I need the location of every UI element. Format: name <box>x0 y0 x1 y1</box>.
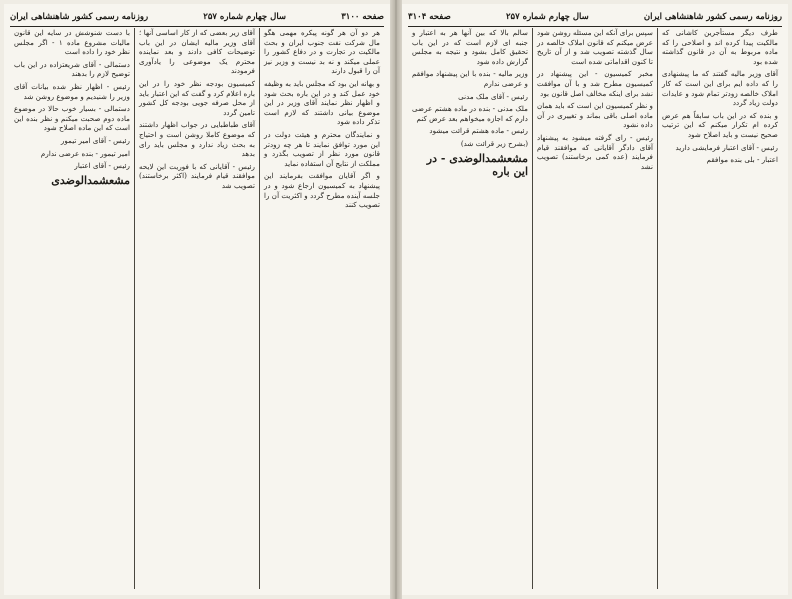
right-page-columns <box>408 28 782 589</box>
right-page <box>402 4 788 595</box>
paper-title: روزنامه رسمی کشور شاهنشاهی ایران <box>643 12 782 22</box>
paper-title: روزنامه رسمی کشور شاهنشاهی ایران <box>10 12 149 22</box>
paragraph: آقای طباطبایی در جواب اظهار داشتند که موضوع کاملا روشن است و احتیاج به بحث زیاد ندارد و مجلس باید رای بدهد <box>139 120 255 159</box>
paragraph: و بنده که در این باب سابقاً هم عرض کرده ام تکرار میکنم که این ترتیب صحیح نیست و باید اصلاح شود <box>662 110 778 139</box>
paragraph: آقای زیر بعضی که از کار اساسی آنها ؛ آقای وزیر مالیه ایشان در این باب توضیحات کافی دادند و بعد نماینده محترم یک موضوعی را یادآوری فرمودند <box>139 28 255 76</box>
right-page-header <box>408 10 782 27</box>
paragraph: و نمایندگان محترم و هیئت دولت در این مورد توافق نمایند تا هر چه زودتر قانون مورد نظر از تصویب بگذرد و مملکت از نتایج آن استفاده نماید <box>264 129 380 168</box>
speaker-line: ملک مدنی - بنده در ماده هشتم عرضی دارم که اجازه میخواهم بعد عرض کنم <box>412 104 528 123</box>
speaker-line: رئیس - آقای ملک مدنی <box>458 91 528 101</box>
page-number: صفحه ۳۱۰۰ <box>341 12 384 22</box>
paragraph: کمیسیون بودجه نظر خود را در این باره اعلام کرد و گفت که این اعتبار باید از محل صرفه جویی بودجه کل کشور تامین گردد <box>139 78 255 117</box>
paragraph: طرف دیگر مستأجرین کاشانی که مالکیت پیدا کرده اند و اصلاحی را که ماده مربوط به آن در قانون گذاشته شده بود <box>662 28 778 66</box>
text-column-left <box>10 28 135 589</box>
paragraph: دستمالی - آقای شریعتزاده در این باب توضیح لازم را بدهند <box>14 59 130 79</box>
paragraph: سپس برای آنکه این مسئله روشن شود عرض میکنم که قانون املاک خالصه در سال گذشته تصویب شد و از آن تاریخ تا کنون اقداماتی شده است <box>537 28 653 66</box>
text-column-middle <box>135 28 260 589</box>
speaker-line: اعتبار - بلی بنده موافقم <box>706 155 778 165</box>
text-column-right <box>658 28 782 589</box>
paragraph: و اگر آقایان موافقت بفرمایند این پیشنهاد به کمیسیون ارجاع شود و در جلسه آینده مطرح گردد و اکثریت آن را تصویب کنند <box>264 171 380 210</box>
page-number: صفحه ۳۱۰۴ <box>408 12 451 22</box>
speaker-line: (بشرح زیر قرائت شد) <box>460 138 528 148</box>
paragraph: و نظر کمیسیون این است که باید همان ماده اصلی باقی بماند و تغییری در آن داده نشود <box>537 101 653 130</box>
paragraph: با دست شنوشش در سایه این قانون مالیات مشروع ماده ۱ - اگر مجلس نظر خود را داده است <box>14 28 130 57</box>
bold-signature: مشعشمدالوضدی - در این باره <box>426 151 528 178</box>
left-page-header <box>10 10 384 27</box>
left-page <box>4 4 390 595</box>
issue-label: سال چهارم شماره ۲۵۷ <box>203 12 287 22</box>
paragraph: هر دو آن هر گونه پیکره مهمی هگو مال شرکت نفت جنوب ایران و بحث مالکیت در تجارت و در دفاع کشور را عملی میکند و نه بد نیست و وزیر نیز آن را قبول دارند <box>264 28 380 76</box>
speaker-line: وزیر مالیه - بنده با این پیشنهاد موافقم و عرضی ندارم <box>412 69 528 88</box>
paragraph: آقای وزیر مالیه گفتند که ما پیشنهادی را که داده ایم برای این است که کار املاک خالصه زودتر تمام شود و عایدات دولت زیاد گردد <box>662 69 778 108</box>
page-gutter <box>390 0 402 599</box>
speaker-line: امیر تیمور - بنده عرضی ندارم <box>40 148 130 158</box>
speaker-line: رئیس - آقای امیر تیمور <box>60 135 130 145</box>
issue-label: سال چهارم شماره ۲۵۷ <box>505 12 589 22</box>
text-column-right <box>260 28 384 589</box>
paragraph: رئیس - آقایانی که با فوریت این لایحه موافقند قیام فرمایند (اکثر برخاستند) تصویب شد <box>139 161 255 190</box>
speaker-line: رئیس - آقای اعتبار <box>74 161 130 171</box>
paragraph: مخبر کمیسیون - این پیشنهاد در کمیسیون مطرح شد و با آن موافقت نشد برای اینکه مخالف اصل قانون بود <box>537 69 653 98</box>
paragraph: رئیس - اظهار نظر شده بیانات آقای وزیر را شنیدیم و موضوع روشن شد <box>14 81 130 101</box>
paragraph: رئیس - رای گرفته میشود به پیشنهاد آقای دادگر آقایانی که موافقند قیام فرمایند (عده کمی برخاستند) تصویب نشد <box>537 132 653 171</box>
paragraph: و بهانه این بود که مجلس باید به وظیفه خود عمل کند و در این باره بحث شود و اظهار نظر نمایند آقای وزیر در این موضوع بیانی داشتند که لازم است تذکر داده شود <box>264 78 380 127</box>
paragraph: سالم بالا که بین آنها هر به اعتبار و جنبه ای لازم است که در این باب تحقیق کامل بشود و نتیجه به مجلس گزارش داده شود <box>412 28 528 66</box>
left-page-columns <box>10 28 384 589</box>
bold-signature: مشعشمدالوضدی <box>51 173 130 187</box>
text-column-middle <box>533 28 658 589</box>
paragraph: دستمالی - بسیار خوب حالا در موضوع ماده دوم صحبت میکنم و نظر بنده این است که این ماده اصلاح شود <box>14 104 130 133</box>
speaker-line: رئیس - آقای اعتبار فرمایشی دارید <box>675 142 778 152</box>
text-column-left <box>408 28 533 589</box>
speaker-line: رئیس - ماده هشتم قرائت میشود <box>429 126 528 136</box>
